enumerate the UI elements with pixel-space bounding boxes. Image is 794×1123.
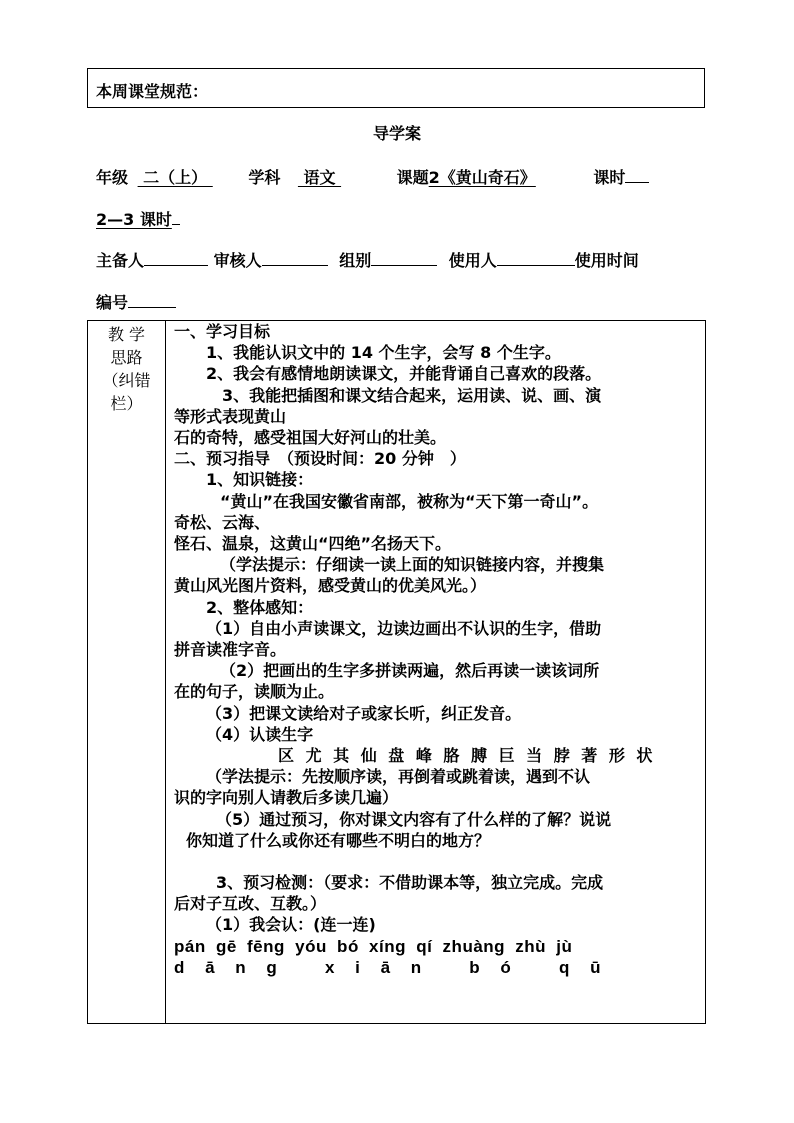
left-column-line-1: 教 学	[107, 325, 146, 344]
preview-check-cont: 后对子互改、互教。）	[174, 894, 327, 914]
study-tip-1: （学法提示：仔细读一读上面的知识链接内容，并搜集	[220, 555, 605, 575]
lesson-value: 2《黄山奇石》	[428, 168, 536, 187]
step-2-cont: 在的句子，读顺为止。	[174, 682, 335, 702]
user-label: 使用人	[448, 251, 497, 270]
header-row-2	[96, 207, 180, 230]
pinyin-row-2: d ā n g x i ā n b ó q ū	[174, 957, 608, 977]
step-5: （5）通过预习，你对课文内容有了什么样的了解？说说	[216, 809, 612, 829]
new-characters: 区 尤 其 仙 盘 峰 胳 膊 巨 当 脖 著 形 状	[278, 746, 653, 766]
goal-3-cont-2: 石的奇特，感受祖国大好河山的壮美。	[174, 428, 447, 448]
period-label: 课时	[593, 168, 626, 187]
left-column-line-2: 思路	[110, 348, 143, 367]
preparer-blank	[144, 251, 208, 266]
usage-time-label: 使用时间	[574, 251, 639, 270]
number-blank	[128, 293, 176, 308]
knowledge-link-text: “黄山”在我国安徽省南部，被称为“天下第一奇山”。	[220, 491, 599, 511]
content-column	[174, 321, 702, 978]
step-1-cont: 拼音读准字音。	[174, 640, 287, 660]
grade-label: 年级	[96, 168, 129, 187]
lesson-label: 课题	[396, 168, 429, 187]
classroom-rules-label: 本周课堂规范：	[96, 82, 209, 101]
group-label: 组别	[339, 251, 372, 270]
period-value-tail	[172, 210, 180, 225]
overall-perception-heading: 2、整体感知：	[206, 597, 314, 617]
step-4: （4）认读生字	[206, 724, 314, 744]
study-tip-2-cont: 识的字向别人请教后多读几遍）	[174, 788, 399, 808]
section-learning-goals: 一、学习目标	[174, 322, 271, 341]
step-2: （2）把画出的生字多拼读两遍，然后再读一读该词所	[220, 661, 600, 681]
left-column-line-4: 栏）	[110, 394, 143, 413]
step-1: （1）自由小声读课文，边读边画出不认识的生字，借助	[206, 618, 602, 638]
knowledge-link-text-3: 怪石、温泉，这黄山“四绝”名扬天下。	[174, 534, 452, 554]
goal-2: 2、我会有感情地朗读课文，并能背诵自己喜欢的段落。	[206, 364, 602, 384]
header-row-1	[96, 165, 649, 188]
period-blank	[625, 168, 649, 183]
period-value: 2—3 课时	[96, 210, 172, 229]
step-3: （3）把课文读给对子或家长听，纠正发音。	[206, 703, 522, 723]
pinyin-row-1: pán gē fēng yóu bó xíng qí zhuàng zhù jù	[174, 936, 573, 956]
goal-3-cont: 等形式表现黄山	[174, 406, 287, 426]
reviewer-blank	[262, 251, 328, 266]
study-tip-1-cont: 黄山风光图片资料，感受黄山的优美风光。）	[174, 576, 487, 596]
step-5-cont: 你知道了什么或你还有哪些不明白的地方？	[186, 830, 491, 850]
section-preview-guide: 二、预习指导 （预设时间：20 分钟 ）	[174, 449, 466, 469]
page-title: 导学案	[372, 124, 421, 143]
knowledge-link-text-2: 奇松、云海、	[174, 512, 271, 532]
goal-1: 1、我能认识文中的 14 个生字，会写 8 个生字。	[206, 343, 561, 363]
subject-label: 学科	[248, 168, 281, 187]
reviewer-label: 审核人	[213, 251, 262, 270]
left-column-line-3: （纠错	[102, 371, 151, 390]
number-label: 编号	[96, 293, 129, 312]
header-row-4	[96, 290, 176, 313]
teaching-approach-column	[88, 323, 165, 415]
preview-check-heading: 3、预习检测：（要求：不借助课本等，独立完成。完成	[216, 873, 604, 893]
header-row-3	[96, 248, 639, 271]
knowledge-link-heading: 1、知识链接：	[206, 470, 314, 490]
exercise-1-heading: （1）我会认：(连一连)	[206, 915, 376, 935]
classroom-rules-box	[87, 68, 705, 108]
preparer-label: 主备人	[96, 251, 145, 270]
blank-line	[174, 851, 702, 872]
subject-value: 语文	[297, 168, 342, 187]
grade-value: 二（上）	[137, 168, 213, 187]
goal-3: 3、我能把插图和课文结合起来，运用读、说、画、演	[222, 385, 602, 405]
user-blank	[497, 251, 575, 266]
study-tip-2: （学法提示：先按顺序读，再倒着或跳着读，遇到不认	[206, 767, 591, 787]
column-divider	[165, 321, 166, 1023]
lesson-plan-table	[87, 320, 706, 1024]
group-blank	[371, 251, 437, 266]
